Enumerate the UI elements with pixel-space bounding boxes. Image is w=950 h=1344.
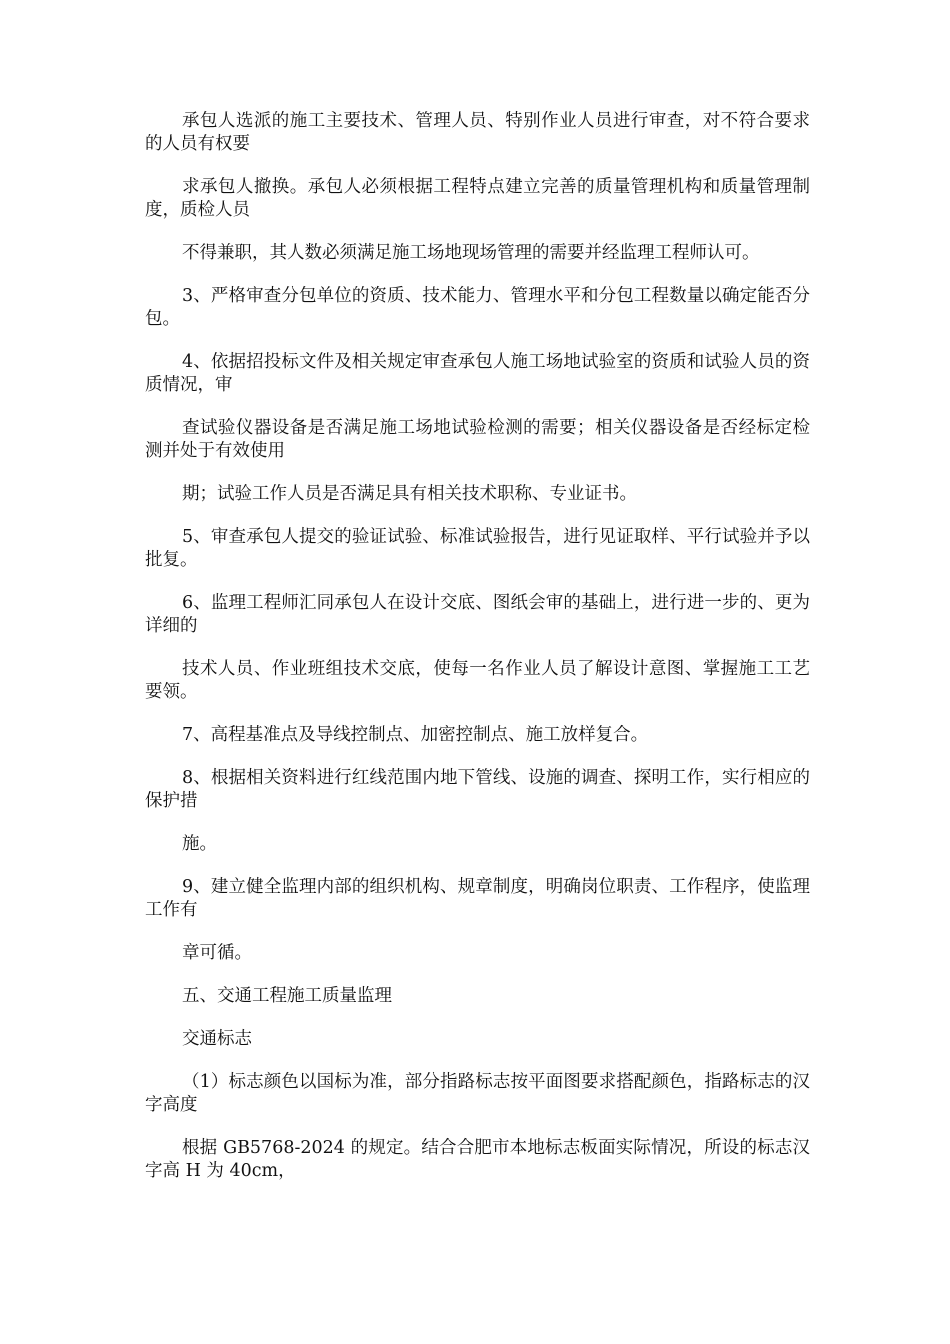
paragraph-19: 根据 GB5768-2024 的规定。结合合肥市本地标志板面实际情况，所设的标志汉字高 H 为 40cm， [145, 1138, 810, 1181]
paragraph-10: 技术人员、作业班组技术交底，使每一名作业人员了解设计意图、掌握施工工艺要领。 [145, 659, 810, 702]
paragraph-1: 承包人选派的施工主要技术、管理人员、特别作业人员进行审查，对不符合要求的人员有权要 [145, 111, 810, 154]
paragraph-3: 不得兼职，其人数必须满足施工场地现场管理的需要并经监理工程师认可。 [182, 243, 760, 263]
paragraph-11: 7、高程基准点及导线控制点、加密控制点、施工放样复合。 [182, 725, 649, 745]
paragraph-6: 查试验仪器设备是否满足施工场地试验检测的需要；相关仪器设备是否经标定检测并处于有效使用 [145, 418, 810, 461]
paragraph-14: 9、建立健全监理内部的组织机构、规章制度，明确岗位职责、工作程序，使监理工作有 [145, 877, 810, 920]
paragraph-13: 施。 [182, 834, 217, 854]
paragraph-5: 4、依据招投标文件及相关规定审查承包人施工场地试验室的资质和试验人员的资质情况，审 [145, 352, 810, 395]
paragraph-9: 6、监理工程师汇同承包人在设计交底、图纸会审的基础上，进行进一步的、更为详细的 [145, 593, 810, 636]
document-page [145, 110, 810, 1203]
paragraph-2: 求承包人撤换。承包人必须根据工程特点建立完善的质量管理机构和质量管理制度，质检人员 [145, 177, 810, 220]
paragraph-4: 3、严格审查分包单位的资质、技术能力、管理水平和分包工程数量以确定能否分包。 [145, 286, 810, 329]
section-heading: 五、交通工程施工质量监理 [182, 986, 392, 1006]
paragraph-12: 8、根据相关资料进行红线范围内地下管线、设施的调查、探明工作，实行相应的保护措 [145, 768, 810, 811]
paragraph-7: 期；试验工作人员是否满足具有相关技术职称、专业证书。 [182, 484, 637, 504]
paragraph-8: 5、审查承包人提交的验证试验、标准试验报告，进行见证取样、平行试验并予以批复。 [145, 527, 810, 570]
paragraph-15: 章可循。 [182, 943, 252, 963]
subsection-heading: 交通标志 [182, 1029, 252, 1049]
paragraph-18: （1）标志颜色以国标为准，部分指路标志按平面图要求搭配颜色，指路标志的汉字高度 [145, 1072, 810, 1115]
